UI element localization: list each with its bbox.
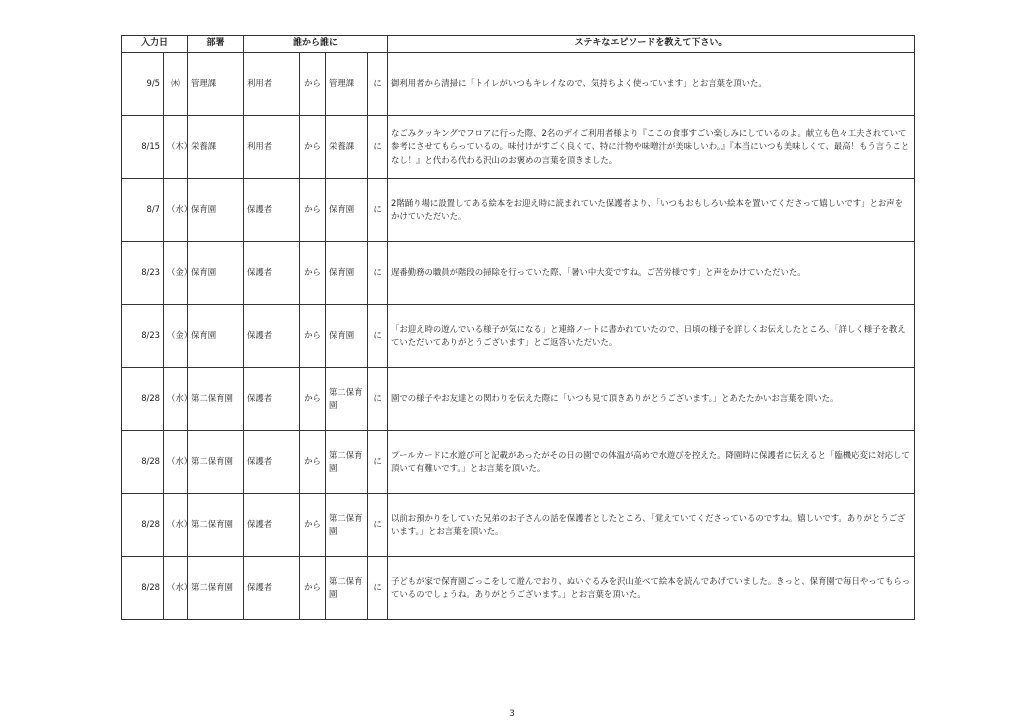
date-cell: 8/23 (122, 242, 164, 305)
episode-cell: 園での様子やお友達との関わりを伝えた際に「いつも見て頂きありがとうございます。」とあたたかいお言葉を頂いた。 (388, 368, 915, 431)
to-cell: 保育園 (326, 305, 368, 368)
date-cell: 8/28 (122, 368, 164, 431)
kara-cell: から (300, 305, 326, 368)
episode-cell: 遅番勤務の職員が階段の掃除を行っていた際、「暑い中大変ですね。ご苦労様です」と声をかけていただいた。 (388, 242, 915, 305)
from-cell: 保護者 (244, 557, 300, 620)
kara-cell: から (300, 53, 326, 116)
header-who: 誰から誰に (244, 36, 388, 53)
episode-cell: 2階踊り場に設置してある絵本をお迎え時に読まれていた保護者より、「いつもおもしろい絵本を置いてくださって嬉しいです」とお声をかけていただいた。 (388, 179, 915, 242)
table-row (122, 53, 915, 116)
dept-cell: 管理課 (188, 53, 244, 116)
from-cell: 利用者 (244, 53, 300, 116)
weekday-cell: （水） (164, 494, 188, 557)
episode-table (121, 35, 915, 620)
episode-cell: なごみクッキングでフロアに行った際、2名のデイご利用者様より『ここの食事すごい楽しみにしているのよ。献立も色々工夫されていて参考にさせてもらっているの。味付けがすごく良くて、特に汁物や味噌汁が美味しいわ。』『本当にいつも美味しくて、最高！もう言うことなし！』と代わる代わる沢山のお褒めの言葉を頂きました。 (388, 116, 915, 179)
date-cell: 8/28 (122, 557, 164, 620)
to-cell: 栄養課 (326, 116, 368, 179)
weekday-cell: （木） (164, 116, 188, 179)
weekday-cell: （金） (164, 305, 188, 368)
ni-cell: に (368, 179, 388, 242)
kara-cell: から (300, 242, 326, 305)
to-cell: 第二保育園 (326, 368, 368, 431)
ni-cell: に (368, 431, 388, 494)
ni-cell: に (368, 242, 388, 305)
to-cell: 第二保育園 (326, 494, 368, 557)
to-cell: 管理課 (326, 53, 368, 116)
ni-cell: に (368, 305, 388, 368)
dept-cell: 第二保育園 (188, 431, 244, 494)
from-cell: 保護者 (244, 305, 300, 368)
date-cell: 9/5 (122, 53, 164, 116)
from-cell: 保護者 (244, 431, 300, 494)
table-row (122, 431, 915, 494)
from-cell: 利用者 (244, 116, 300, 179)
date-cell: 8/28 (122, 431, 164, 494)
dept-cell: 保育園 (188, 242, 244, 305)
episode-cell: プールカードに水遊び可と記載があったがその日の園での体温が高めで水遊びを控えた。降園時に保護者に伝えると「臨機応変に対応して頂いて有難いです。」とお言葉を頂いた。 (388, 431, 915, 494)
dept-cell: 第二保育園 (188, 494, 244, 557)
header-dept: 部署 (188, 36, 244, 53)
dept-cell: 栄養課 (188, 116, 244, 179)
episode-cell: 子どもが家で保育園ごっこをして遊んでおり、ぬいぐるみを沢山並べて絵本を読んであげていました。きっと、保育園で毎日やってもらっているのでしょうね。ありがとうございます。」とお言葉を頂いた。 (388, 557, 915, 620)
ni-cell: に (368, 368, 388, 431)
kara-cell: から (300, 431, 326, 494)
date-cell: 8/15 (122, 116, 164, 179)
weekday-cell: （水） (164, 557, 188, 620)
kara-cell: から (300, 368, 326, 431)
weekday-cell: （水） (164, 368, 188, 431)
kara-cell: から (300, 494, 326, 557)
date-cell: 8/23 (122, 305, 164, 368)
table-row (122, 557, 915, 620)
table-row (122, 179, 915, 242)
weekday-cell: （水） (164, 431, 188, 494)
header-date: 入力日 (122, 36, 188, 53)
from-cell: 保護者 (244, 494, 300, 557)
episode-cell: 御利用者から清掃に「トイレがいつもキレイなので、気持ちよく使っています」とお言葉を頂いた。 (388, 53, 915, 116)
ni-cell: に (368, 557, 388, 620)
table-row (122, 305, 915, 368)
dept-cell: 第二保育園 (188, 368, 244, 431)
to-cell: 保育園 (326, 179, 368, 242)
dept-cell: 第二保育園 (188, 557, 244, 620)
date-cell: 8/7 (122, 179, 164, 242)
table-row (122, 242, 915, 305)
ni-cell: に (368, 494, 388, 557)
header-row (122, 36, 915, 53)
kara-cell: から (300, 179, 326, 242)
page-number: 3 (509, 709, 515, 719)
table-row (122, 368, 915, 431)
dept-cell: 保育園 (188, 179, 244, 242)
from-cell: 保護者 (244, 179, 300, 242)
weekday-cell: （水） (164, 179, 188, 242)
to-cell: 保育園 (326, 242, 368, 305)
episode-cell: 以前お預かりをしていた兄弟のお子さんの話を保護者としたところ、「覚えていてくださっているのですね。嬉しいです。ありがとうございます。」とお言葉を頂いた。 (388, 494, 915, 557)
episode-cell: 「お迎え時の遊んでいる様子が気になる」と連絡ノートに書かれていたので、日頃の様子を詳しくお伝えしたところ、「詳しく様子を教えていただいてありがとうございます」とご返答いただいた。 (388, 305, 915, 368)
from-cell: 保護者 (244, 368, 300, 431)
table-row (122, 116, 915, 179)
header-episode: ステキなエピソードを教えて下さい。 (388, 36, 915, 53)
weekday-cell: ㈭ (164, 53, 188, 116)
kara-cell: から (300, 557, 326, 620)
from-cell: 保護者 (244, 242, 300, 305)
table-row (122, 494, 915, 557)
ni-cell: に (368, 53, 388, 116)
ni-cell: に (368, 116, 388, 179)
kara-cell: から (300, 116, 326, 179)
to-cell: 第二保育園 (326, 557, 368, 620)
date-cell: 8/28 (122, 494, 164, 557)
weekday-cell: （金） (164, 242, 188, 305)
to-cell: 第二保育園 (326, 431, 368, 494)
dept-cell: 保育園 (188, 305, 244, 368)
